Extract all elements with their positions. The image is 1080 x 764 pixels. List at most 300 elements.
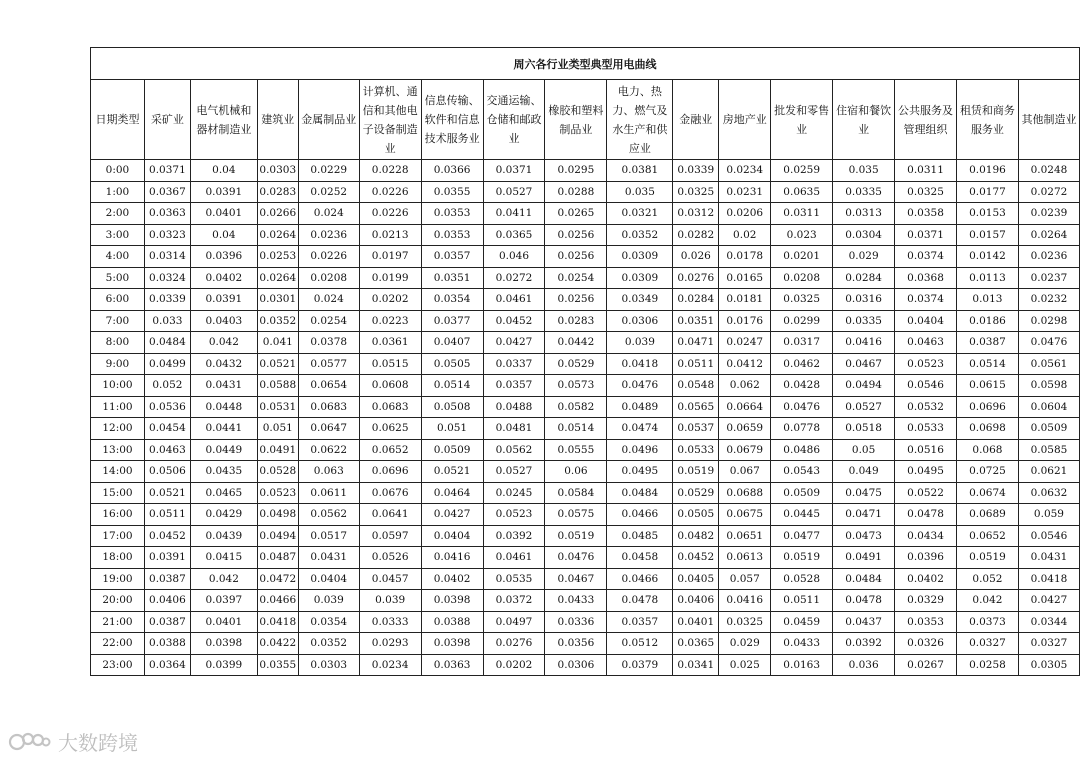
table-title: 周六各行业类型典型用电曲线: [91, 48, 1080, 80]
watermark: [8, 727, 138, 756]
value-cell: 0.0388: [421, 611, 483, 633]
value-cell: 0.0575: [545, 504, 607, 526]
value-cell: 0.0476: [607, 375, 673, 397]
value-cell: 0.0528: [257, 461, 298, 483]
value-cell: 0.0625: [359, 418, 421, 440]
value-cell: 0.0508: [421, 396, 483, 418]
value-cell: 0.0641: [359, 504, 421, 526]
value-cell: 0.0527: [833, 396, 895, 418]
value-cell: 0.0532: [895, 396, 957, 418]
value-cell: 0.0196: [956, 160, 1018, 182]
data-sheet: [90, 47, 1080, 676]
value-cell: 0.0422: [257, 633, 298, 655]
value-cell: 0.0696: [359, 461, 421, 483]
column-header: 租赁和商务服务业: [956, 80, 1018, 160]
value-cell: 0.0527: [483, 461, 545, 483]
value-cell: 0.0418: [1018, 568, 1079, 590]
value-cell: 0.0325: [895, 181, 957, 203]
value-cell: 0.0521: [421, 461, 483, 483]
value-cell: 0.0516: [895, 439, 957, 461]
value-cell: 0.0523: [895, 353, 957, 375]
column-header: 交通运输、仓储和邮政业: [483, 80, 545, 160]
value-cell: 0.0632: [1018, 482, 1079, 504]
value-cell: 0.0366: [421, 160, 483, 182]
value-cell: 0.0466: [257, 590, 298, 612]
value-cell: 0.0256: [545, 289, 607, 311]
value-cell: 0.0519: [771, 547, 833, 569]
value-cell: 0.0454: [144, 418, 190, 440]
value-cell: 0.0236: [1018, 246, 1079, 268]
value-cell: 0.0471: [673, 332, 719, 354]
value-cell: 0.0536: [144, 396, 190, 418]
value-cell: 0.041: [257, 332, 298, 354]
value-cell: 0.0371: [483, 160, 545, 182]
value-cell: 0.0329: [895, 590, 957, 612]
value-cell: 0.02: [719, 224, 771, 246]
value-cell: 0.0512: [607, 633, 673, 655]
value-cell: 0.0509: [421, 439, 483, 461]
value-cell: 0.0688: [719, 482, 771, 504]
value-cell: 0.0415: [190, 547, 257, 569]
value-cell: 0.0398: [190, 633, 257, 655]
table-row: [91, 289, 1080, 311]
table-row: [91, 547, 1080, 569]
value-cell: 0.0511: [144, 504, 190, 526]
table-row: [91, 654, 1080, 676]
table-row: [91, 396, 1080, 418]
table-row: [91, 461, 1080, 483]
value-cell: 0.0635: [771, 181, 833, 203]
value-cell: 0.0399: [190, 654, 257, 676]
time-cell: 22:00: [91, 633, 145, 655]
value-cell: 0.033: [144, 310, 190, 332]
value-cell: 0.0304: [833, 224, 895, 246]
value-cell: 0.0323: [144, 224, 190, 246]
value-cell: 0.051: [421, 418, 483, 440]
value-cell: 0.0352: [607, 224, 673, 246]
value-cell: 0.0248: [1018, 160, 1079, 182]
value-cell: 0.0197: [359, 246, 421, 268]
value-cell: 0.0401: [190, 611, 257, 633]
value-cell: 0.0458: [607, 547, 673, 569]
value-cell: 0.0306: [607, 310, 673, 332]
value-cell: 0.0528: [771, 568, 833, 590]
value-cell: 0.0364: [144, 654, 190, 676]
value-cell: 0.0367: [144, 181, 190, 203]
table-row: [91, 267, 1080, 289]
value-cell: 0.0401: [673, 611, 719, 633]
watermark-text: 大数跨境: [58, 731, 138, 755]
value-cell: 0.0288: [545, 181, 607, 203]
value-cell: 0.0427: [1018, 590, 1079, 612]
value-cell: 0.0165: [719, 267, 771, 289]
value-cell: 0.0432: [190, 353, 257, 375]
column-header: 建筑业: [257, 80, 298, 160]
value-cell: 0.062: [719, 375, 771, 397]
value-cell: 0.0521: [257, 353, 298, 375]
value-cell: 0.0371: [144, 160, 190, 182]
value-cell: 0.0298: [1018, 310, 1079, 332]
value-cell: 0.0509: [771, 482, 833, 504]
value-cell: 0.0252: [298, 181, 359, 203]
value-cell: 0.0466: [607, 504, 673, 526]
value-cell: 0.0247: [719, 332, 771, 354]
time-cell: 6:00: [91, 289, 145, 311]
time-cell: 7:00: [91, 310, 145, 332]
value-cell: 0.0498: [257, 504, 298, 526]
value-cell: 0.0522: [895, 482, 957, 504]
value-cell: 0.0418: [257, 611, 298, 633]
value-cell: 0.0604: [1018, 396, 1079, 418]
value-cell: 0.0353: [421, 203, 483, 225]
value-cell: 0.0652: [359, 439, 421, 461]
value-cell: 0.0213: [359, 224, 421, 246]
value-cell: 0.0259: [771, 160, 833, 182]
value-cell: 0.0664: [719, 396, 771, 418]
value-cell: 0.0178: [719, 246, 771, 268]
value-cell: 0.0388: [144, 633, 190, 655]
value-cell: 0.0597: [359, 525, 421, 547]
value-cell: 0.0236: [298, 224, 359, 246]
time-cell: 14:00: [91, 461, 145, 483]
value-cell: 0.0283: [545, 310, 607, 332]
value-cell: 0.0435: [190, 461, 257, 483]
value-cell: 0.0356: [545, 633, 607, 655]
value-cell: 0.0313: [833, 203, 895, 225]
value-cell: 0.0398: [421, 633, 483, 655]
value-cell: 0.0353: [421, 224, 483, 246]
value-cell: 0.04: [190, 224, 257, 246]
value-cell: 0.0725: [956, 461, 1018, 483]
value-cell: 0.0433: [545, 590, 607, 612]
value-cell: 0.0374: [895, 246, 957, 268]
value-cell: 0.0533: [895, 418, 957, 440]
time-cell: 12:00: [91, 418, 145, 440]
value-cell: 0.0475: [833, 482, 895, 504]
value-cell: 0.0344: [1018, 611, 1079, 633]
value-cell: 0.0229: [298, 160, 359, 182]
value-cell: 0.0254: [298, 310, 359, 332]
value-cell: 0.0202: [483, 654, 545, 676]
value-cell: 0.0357: [607, 611, 673, 633]
value-cell: 0.0351: [421, 267, 483, 289]
table-row: [91, 224, 1080, 246]
value-cell: 0.0442: [545, 332, 607, 354]
column-header: 信息传输、软件和信息技术服务业: [421, 80, 483, 160]
value-cell: 0.0497: [483, 611, 545, 633]
value-cell: 0.042: [190, 568, 257, 590]
value-cell: 0.0226: [359, 203, 421, 225]
value-cell: 0.0396: [895, 547, 957, 569]
value-cell: 0.0613: [719, 547, 771, 569]
table-row: [91, 439, 1080, 461]
value-cell: 0.0537: [673, 418, 719, 440]
table-row: [91, 633, 1080, 655]
value-cell: 0.0529: [673, 482, 719, 504]
value-cell: 0.0401: [190, 203, 257, 225]
value-cell: 0.0355: [421, 181, 483, 203]
value-cell: 0.0546: [895, 375, 957, 397]
value-cell: 0.0181: [719, 289, 771, 311]
column-header: 计算机、通信和其他电子设备制造业: [359, 80, 421, 160]
value-cell: 0.0519: [673, 461, 719, 483]
value-cell: 0.0482: [673, 525, 719, 547]
value-cell: 0.0416: [421, 547, 483, 569]
value-cell: 0.026: [673, 246, 719, 268]
value-cell: 0.0431: [1018, 547, 1079, 569]
value-cell: 0.0201: [771, 246, 833, 268]
value-cell: 0.0565: [673, 396, 719, 418]
value-cell: 0.0231: [719, 181, 771, 203]
value-cell: 0.035: [833, 160, 895, 182]
value-cell: 0.0477: [771, 525, 833, 547]
table-row: [91, 525, 1080, 547]
value-cell: 0.0622: [298, 439, 359, 461]
value-cell: 0.0186: [956, 310, 1018, 332]
value-cell: 0.0378: [298, 332, 359, 354]
value-cell: 0.0303: [257, 160, 298, 182]
value-cell: 0.0476: [545, 547, 607, 569]
value-cell: 0.0379: [607, 654, 673, 676]
value-cell: 0.0404: [895, 310, 957, 332]
value-cell: 0.0585: [1018, 439, 1079, 461]
value-cell: 0.0523: [483, 504, 545, 526]
table-row: [91, 375, 1080, 397]
value-cell: 0.0311: [771, 203, 833, 225]
value-cell: 0.042: [956, 590, 1018, 612]
value-cell: 0.029: [719, 633, 771, 655]
value-cell: 0.0351: [673, 310, 719, 332]
value-cell: 0.0113: [956, 267, 1018, 289]
value-cell: 0.0206: [719, 203, 771, 225]
table-row: [91, 568, 1080, 590]
value-cell: 0.068: [956, 439, 1018, 461]
value-cell: 0.0404: [298, 568, 359, 590]
value-cell: 0.0256: [545, 224, 607, 246]
value-cell: 0.0689: [956, 504, 1018, 526]
value-cell: 0.0506: [144, 461, 190, 483]
value-cell: 0.0335: [833, 181, 895, 203]
value-cell: 0.0467: [545, 568, 607, 590]
table-row: [91, 181, 1080, 203]
value-cell: 0.0299: [771, 310, 833, 332]
value-cell: 0.0466: [607, 568, 673, 590]
value-cell: 0.0387: [956, 332, 1018, 354]
value-cell: 0.0519: [956, 547, 1018, 569]
value-cell: 0.0157: [956, 224, 1018, 246]
value-cell: 0.0272: [1018, 181, 1079, 203]
value-cell: 0.0674: [956, 482, 1018, 504]
column-header: 橡胶和塑料制品业: [545, 80, 607, 160]
value-cell: 0.0325: [673, 181, 719, 203]
value-cell: 0.0176: [719, 310, 771, 332]
value-cell: 0.0481: [483, 418, 545, 440]
value-cell: 0.0679: [719, 439, 771, 461]
value-cell: 0.0339: [673, 160, 719, 182]
value-cell: 0.0363: [421, 654, 483, 676]
table-row: [91, 353, 1080, 375]
value-cell: 0.0675: [719, 504, 771, 526]
column-header: 房地产业: [719, 80, 771, 160]
value-cell: 0.0431: [298, 547, 359, 569]
value-cell: 0.0472: [257, 568, 298, 590]
table-row: [91, 160, 1080, 182]
value-cell: 0.0555: [545, 439, 607, 461]
value-cell: 0.0457: [359, 568, 421, 590]
title-row: [91, 48, 1080, 80]
value-cell: 0.039: [298, 590, 359, 612]
column-header: 批发和零售业: [771, 80, 833, 160]
time-cell: 15:00: [91, 482, 145, 504]
value-cell: 0.0526: [359, 547, 421, 569]
value-cell: 0.0463: [144, 439, 190, 461]
value-cell: 0.0372: [483, 590, 545, 612]
time-cell: 16:00: [91, 504, 145, 526]
value-cell: 0.0515: [359, 353, 421, 375]
value-cell: 0.0264: [1018, 224, 1079, 246]
value-cell: 0.0339: [144, 289, 190, 311]
value-cell: 0.0354: [298, 611, 359, 633]
value-cell: 0.0402: [895, 568, 957, 590]
table-row: [91, 203, 1080, 225]
value-cell: 0.0548: [673, 375, 719, 397]
value-cell: 0.0511: [771, 590, 833, 612]
value-cell: 0.0406: [673, 590, 719, 612]
value-cell: 0.0239: [1018, 203, 1079, 225]
value-cell: 0.0531: [257, 396, 298, 418]
value-cell: 0.0253: [257, 246, 298, 268]
value-cell: 0.0778: [771, 418, 833, 440]
value-cell: 0.0265: [545, 203, 607, 225]
table-body: [91, 160, 1080, 676]
time-cell: 13:00: [91, 439, 145, 461]
value-cell: 0.0305: [1018, 654, 1079, 676]
value-cell: 0.0431: [190, 375, 257, 397]
value-cell: 0.0368: [895, 267, 957, 289]
value-cell: 0.0461: [483, 547, 545, 569]
value-cell: 0.046: [483, 246, 545, 268]
value-cell: 0.0527: [483, 181, 545, 203]
value-cell: 0.0452: [483, 310, 545, 332]
value-cell: 0.0245: [483, 482, 545, 504]
value-cell: 0.0543: [771, 461, 833, 483]
value-cell: 0.063: [298, 461, 359, 483]
value-cell: 0.0407: [421, 332, 483, 354]
value-cell: 0.0491: [257, 439, 298, 461]
value-cell: 0.013: [956, 289, 1018, 311]
logo-icon: [8, 729, 52, 755]
value-cell: 0.0465: [190, 482, 257, 504]
time-cell: 1:00: [91, 181, 145, 203]
value-cell: 0.0535: [483, 568, 545, 590]
value-cell: 0.0485: [607, 525, 673, 547]
value-cell: 0.0226: [298, 246, 359, 268]
value-cell: 0.0402: [421, 568, 483, 590]
value-cell: 0.0696: [956, 396, 1018, 418]
value-cell: 0.0354: [421, 289, 483, 311]
value-cell: 0.0441: [190, 418, 257, 440]
time-cell: 4:00: [91, 246, 145, 268]
value-cell: 0.0533: [673, 439, 719, 461]
value-cell: 0.0463: [895, 332, 957, 354]
time-cell: 2:00: [91, 203, 145, 225]
value-cell: 0.0355: [257, 654, 298, 676]
value-cell: 0.0476: [1018, 332, 1079, 354]
time-cell: 8:00: [91, 332, 145, 354]
value-cell: 0.0478: [833, 590, 895, 612]
value-cell: 0.0325: [771, 289, 833, 311]
value-cell: 0.0237: [1018, 267, 1079, 289]
time-cell: 18:00: [91, 547, 145, 569]
value-cell: 0.0377: [421, 310, 483, 332]
value-cell: 0.0358: [895, 203, 957, 225]
value-cell: 0.0365: [483, 224, 545, 246]
table-row: [91, 504, 1080, 526]
value-cell: 0.0177: [956, 181, 1018, 203]
value-cell: 0.0264: [257, 224, 298, 246]
value-cell: 0.0208: [298, 267, 359, 289]
value-cell: 0.0584: [545, 482, 607, 504]
value-cell: 0.0357: [421, 246, 483, 268]
value-cell: 0.0371: [895, 224, 957, 246]
value-cell: 0.0208: [771, 267, 833, 289]
value-cell: 0.0598: [1018, 375, 1079, 397]
value-cell: 0.0361: [359, 332, 421, 354]
table-row: [91, 332, 1080, 354]
value-cell: 0.0474: [607, 418, 673, 440]
value-cell: 0.0316: [833, 289, 895, 311]
time-cell: 0:00: [91, 160, 145, 182]
value-cell: 0.024: [298, 289, 359, 311]
value-cell: 0.0495: [607, 461, 673, 483]
value-cell: 0.0449: [190, 439, 257, 461]
value-cell: 0.0683: [298, 396, 359, 418]
value-cell: 0.0478: [895, 504, 957, 526]
value-cell: 0.0489: [607, 396, 673, 418]
value-cell: 0.0523: [257, 482, 298, 504]
value-cell: 0.0514: [956, 353, 1018, 375]
value-cell: 0.0363: [144, 203, 190, 225]
value-cell: 0.0416: [719, 590, 771, 612]
value-cell: 0.039: [607, 332, 673, 354]
value-cell: 0.0514: [421, 375, 483, 397]
value-cell: 0.0608: [359, 375, 421, 397]
value-cell: 0.0484: [144, 332, 190, 354]
value-cell: 0.0325: [719, 611, 771, 633]
value-cell: 0.0517: [298, 525, 359, 547]
value-cell: 0.0283: [257, 181, 298, 203]
table-row: [91, 246, 1080, 268]
value-cell: 0.0226: [359, 181, 421, 203]
value-cell: 0.0484: [607, 482, 673, 504]
value-cell: 0.0621: [1018, 461, 1079, 483]
value-cell: 0.0476: [771, 396, 833, 418]
value-cell: 0.0282: [673, 224, 719, 246]
value-cell: 0.0381: [607, 160, 673, 182]
table-row: [91, 310, 1080, 332]
time-cell: 3:00: [91, 224, 145, 246]
value-cell: 0.0491: [833, 547, 895, 569]
value-cell: 0.0416: [833, 332, 895, 354]
value-cell: 0.0509: [1018, 418, 1079, 440]
value-cell: 0.0654: [298, 375, 359, 397]
value-cell: 0.0303: [298, 654, 359, 676]
time-cell: 9:00: [91, 353, 145, 375]
value-cell: 0.0511: [673, 353, 719, 375]
value-cell: 0.0306: [545, 654, 607, 676]
value-cell: 0.0234: [359, 654, 421, 676]
value-cell: 0.0264: [257, 267, 298, 289]
